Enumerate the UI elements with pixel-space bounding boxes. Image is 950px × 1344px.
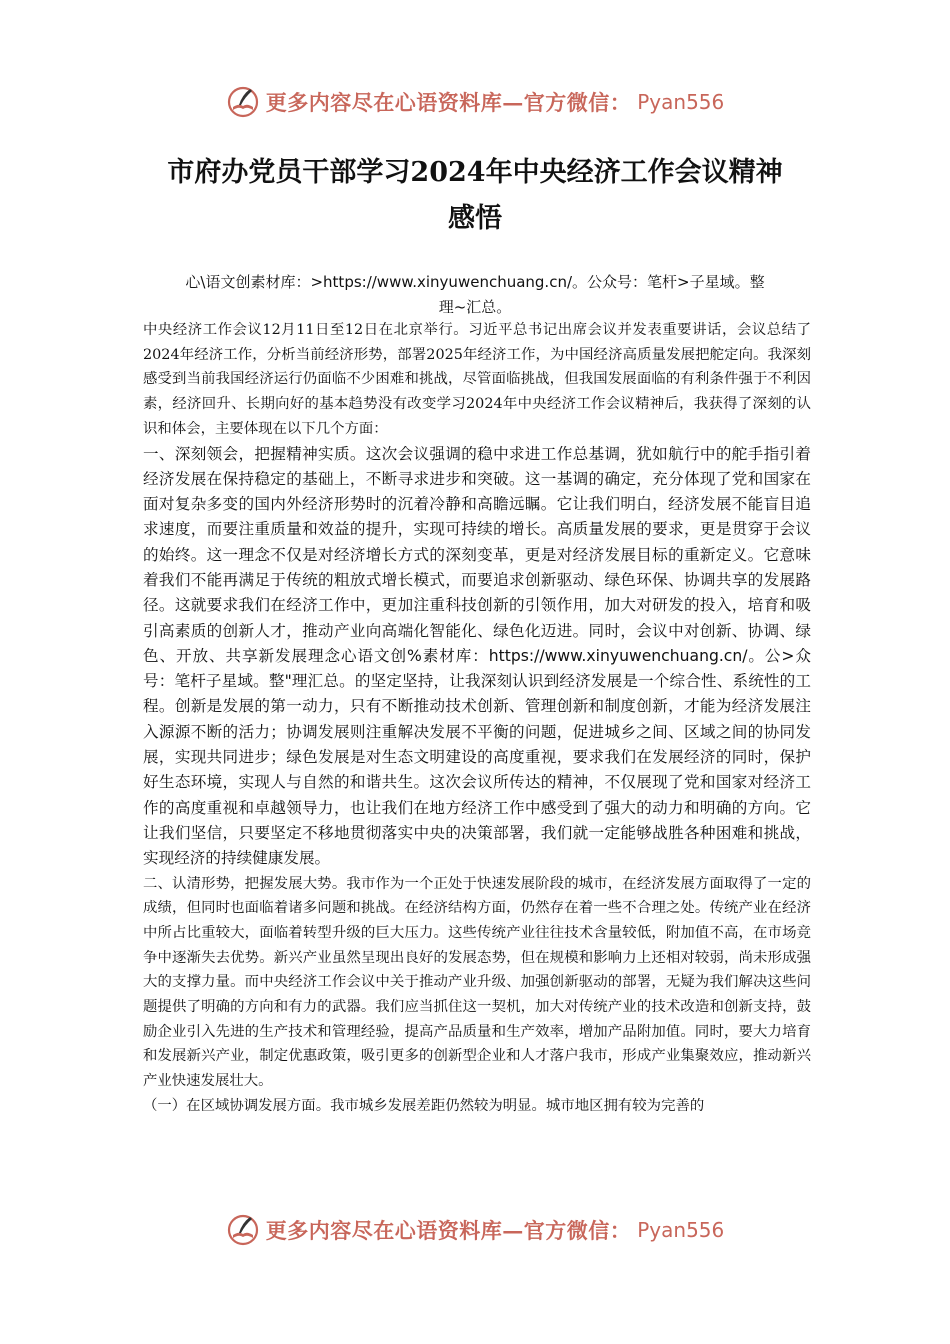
header-banner	[0, 82, 950, 122]
document-body	[143, 318, 811, 1119]
banner-brand-text: 更多内容尽在心语资料库—官方微信：	[265, 90, 632, 115]
banner-wechat-handle: Pyan556	[637, 1218, 725, 1242]
source-line-2: 理~汇总。	[438, 298, 512, 316]
title-line-1: 市府办党员干部学习2024年中央经济工作会议精神	[167, 157, 783, 188]
source-note	[140, 270, 810, 320]
footer-banner	[0, 1210, 950, 1250]
paragraph-intro: 中央经济工作会议12月11日至12日在北京举行。习近平总书记出席会议并发表重要讲话，会议总结了2024年经济工作，分析当前经济形势，部署2025年经济工作，为中国经济高质量发展把舵定向。我深刻感受到当前我国经济运行仍面临不少困难和挑战，尽管面临挑战，但我国发展面临的有利条件强于不利因素，经济回升、长期向好的基本趋势没有改变学习2024年中央经济工作会议精神后，我获得了深刻的认识和体会，主要体现在以下几个方面：	[143, 322, 811, 437]
paragraph-section-1: 一、深刻领会，把握精神实质。这次会议强调的稳中求进工作总基调，犹如航行中的舵手指引着经济发展在保持稳定的基础上，不断寻求进步和突破。这一基调的确定，充分体现了党和国家在面对复杂多变的国内外经济形势时的沉着冷静和高瞻远瞩。它让我们明白，经济发展不能盲目追求速度，而要注重质量和效益的提升，实现可持续的增长。高质量发展的要求，更是贯穿于会议的始终。这一理念不仅是对经济增长方式的深刻变革，更是对经济发展目标的重新定义。它意味着我们不能再满足于传统的粗放式增长模式，而要追求创新驱动、绿色环保、协调共享的发展路径。这就要求我们在经济工作中，更加注重科技创新的引领作用，加大对研发的投入，培育和吸引高素质的创新人才，推动产业向高端化智能化、绿色化迈进。同时，会议中对创新、协调、绿色、开放、共享新发展理念心语文创%素材库：https://www.xinyuwenchuang.cn/。公>众号：笔杆子星域。整"理汇总。的坚定坚持，让我深刻认识到经济发展是一个综合性、系统性的工程。创新是发展的第一动力，只有不断推动技术创新、管理创新和制度创新，才能为经济发展注入源源不断的活力；协调发展则注重解决发展不平衡的问题，促进城乡之间、区域之间的协同发展，实现共同进步；绿色发展是对生态文明建设的高度重视，要求我们在发展经济的同时，保护好生态环境，实现人与自然的和谐共生。这次会议所传达的精神，不仅展现了党和国家对经济工作的高度重视和卓越领导力，也让我们在地方经济工作中感受到了强大的动力和明确的方向。它让我们坚信，只要坚定不移地贯彻落实中央的决策部署，我们就一定能够战胜各种困难和挑战，实现经济的持续健康发展。	[143, 444, 811, 868]
banner-brand-text: 更多内容尽在心语资料库—官方微信：	[265, 1218, 632, 1243]
paragraph-subsection-1: （一）在区域协调发展方面。我市城乡发展差距仍然较为明显。城市地区拥有较为完善的	[143, 1097, 705, 1114]
title-line-2: 感悟	[448, 203, 502, 234]
book-quill-logo-icon	[226, 85, 260, 119]
paragraph-section-2: 二、认清形势，把握发展大势。我市作为一个正处于快速发展阶段的城市，在经济发展方面取得了一定的成绩，但同时也面临着诸多问题和挑战。在经济结构方面，仍然存在着一些不合理之处。传统产业在经济中所占比重较大，面临着转型升级的巨大压力。这些传统产业往往技术含量较低，附加值不高，在市场竞争中逐渐失去优势。新兴产业虽然呈现出良好的发展态势，但在规模和影响力上还相对较弱，尚未形成强大的支撑力量。而中央经济工作会议中关于推动产业升级、加强创新驱动的部署，无疑为我们解决这些问题提供了明确的方向和有力的武器。我们应当抓住这一契机，加大对传统产业的技术改造和创新支持，鼓励企业引入先进的生产技术和管理经验，提高产品质量和生产效率，增加产品附加值。同时，要大力培育和发展新兴产业，制定优惠政策，吸引更多的创新型企业和人才落户我市，形成产业集聚效应，推动新兴产业快速发展壮大。	[143, 875, 811, 1090]
banner-wechat-handle: Pyan556	[637, 90, 725, 114]
book-quill-logo-icon	[226, 1213, 260, 1247]
page-title	[120, 150, 830, 242]
source-line-1: 心\语文创素材库：>https://www.xinyuwenchuang.cn/。公众号：笔杆>子星域。整	[185, 273, 765, 291]
